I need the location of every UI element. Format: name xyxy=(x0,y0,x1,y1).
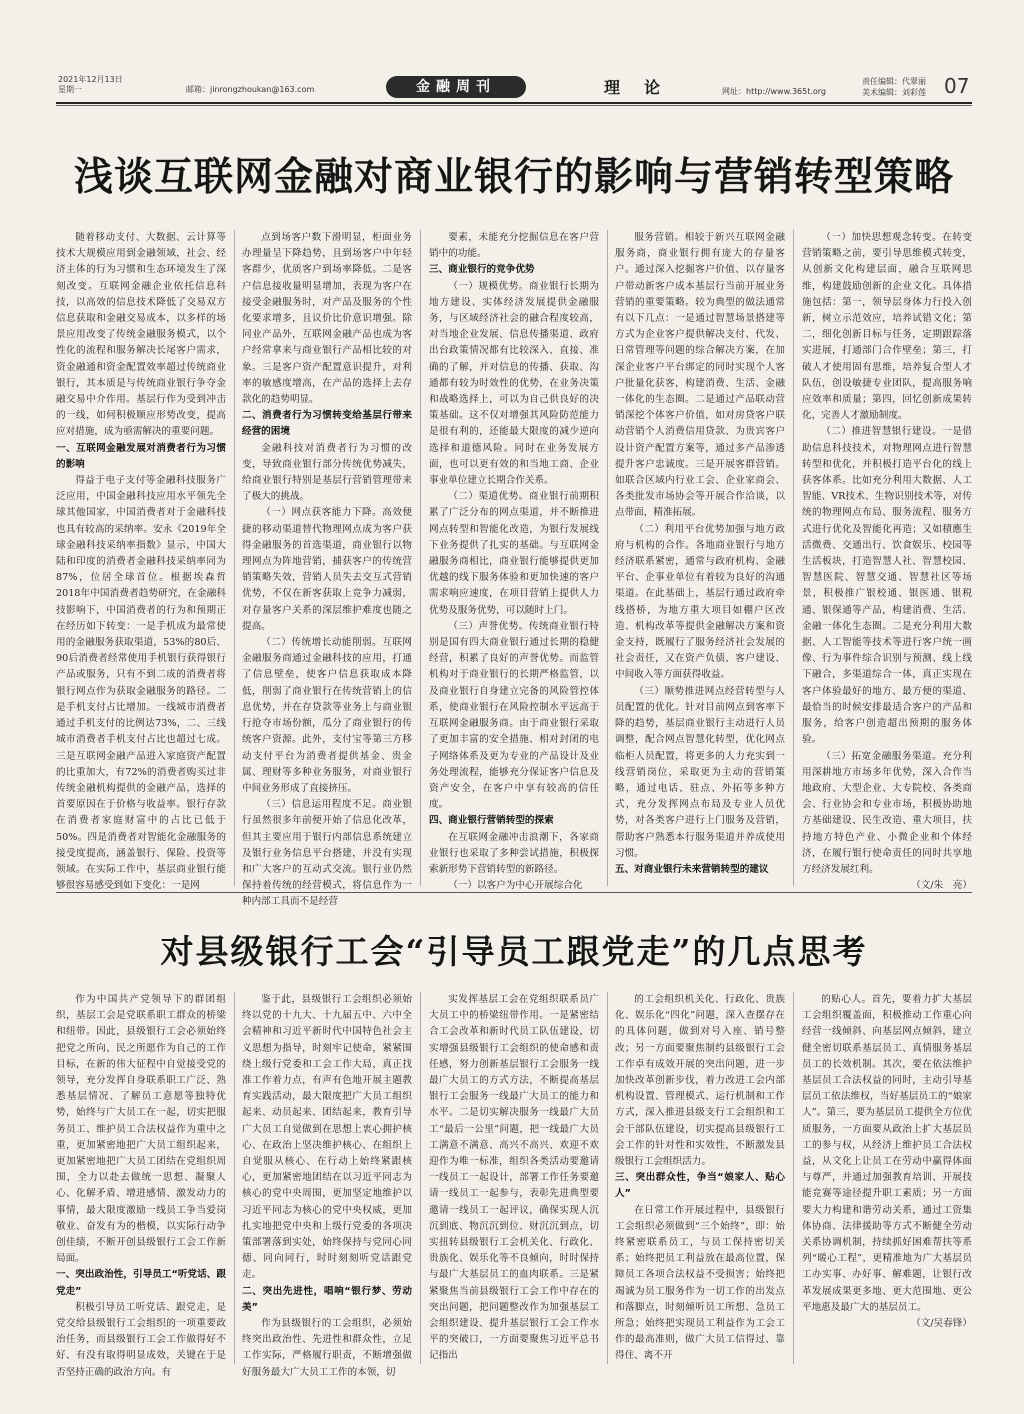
paragraph: （二）渠道优势。商业银行前期积累了广泛分布的网点渠道，并不断推进网点转型和智能化改造，为银行发展线下业务提供了扎实的基础。与互联网金融服务商相比，商业银行能够提供更加优越的线下服务体验和更加快速的客户需求响应速度，在项目营销上提供人力优势及服务优势，可以随时上门。 xyxy=(429,491,599,616)
header-rule xyxy=(56,102,972,104)
masthead-logo: 金融周刊 xyxy=(386,76,526,98)
paragraph: 服务营销。相较于新兴互联网金融服务商，商业银行拥有庞大的存量客户。通过深入挖掘客户价值、以存量客户带动新客户成本基层行当前开展业务营销的重要策略。较为典型的做法通常有以下几点：一是通过智慧场景搭建等方式为企业客户提供解决支付、代发、日常管理等问题的综合解决方案，在加深企业客户平台绑定的同时实现个人客户批量化获客，构建消费、生活、金融一体化的生态圈。二是通过产品联动营销深挖个体客户价值，如对房贷客户联动营销个人消费信用贷款、为贵宾客户设计资产配置方案等，通过多产品渗透提升客户忠诚度。三是开展客群营销。如联合区域内行业工会、企业家商会、各类批发市场协会等开展合作洽谈，以点带面，精准拓展。 xyxy=(615,232,785,519)
text-column xyxy=(802,230,972,892)
header-email: 邮箱：jinrongzhoukan@163.com xyxy=(186,85,315,94)
column-divider xyxy=(793,992,794,1364)
section-heading: 一、互联网金融发展对消费者行为习惯的影响 xyxy=(56,442,226,470)
section-name: 理论 xyxy=(604,78,685,97)
section-heading: 三、突出群众性，争当“娘家人、贴心人” xyxy=(615,1172,785,1200)
paragraph: 要素，未能充分挖掘信息在客户营销中的功能。 xyxy=(429,232,599,260)
column-divider xyxy=(420,992,421,1364)
header-website: 网址：http://www.365t.org xyxy=(722,87,827,96)
paragraph: （二）推进智慧银行建设。一是借助信息科技技术，对物理网点进行智慧转型和优化，并积极打造平台化的线上获客体系。比如充分利用大数据、人工智能、VR技术、生物识别技术等，对传统的物理网点布局、服务流程、服务方式进行优化及智能化再造；又如積應生活微费、交通出行、饮食娱乐、校园等生活板块，打造智慧人社、智慧校园、智慧医院、智慧交通、智慧社区等场景，积极推广银校通、银医通、银税通、银保通等产品，构建消费、生活、金融一体化生态圈。二是充分利用大数据、人工智能等技术等进行客户统一画像、行为事件综合识别与预测、线上线下融合，多渠道综合一体，真正实现在客户体验最好的地方、最方便的渠道、最恰当的时候安排最适合客户的产品和服务，给客户创造超出预期的服务体验。 xyxy=(802,426,972,746)
paragraph: （三）顺势推进网点经营转型与人员配置的优化。针对目前网点到客率下降的趋势，基层商业银行主动进行人员调整，配合网点智慧化转型，优化网点临柜人员配置，将更多的人力充实到一线营销岗位，采取更为主动的营销策略，通过电话、驻点、外拓等多种方式，充分发挥网点布局及专业人员优势，对各类客户进行上门服务及营销，帮助客户熟悉本行服务渠道并养成使用习惯。 xyxy=(615,685,785,859)
page-header xyxy=(56,74,972,102)
paragraph: 得益于电子支付等金融科技服务广泛应用，中国金融科技应用水平领先全球其他国家，中国消费者对于金融科技也具有较高的采纳率。安永《2019年全球金融科技采纳率指数》显示，中国大陆和印度的消费者金融科技采纳率同为87%，位居全球首位。根据埃森哲2018年中国消费者趋势研究，在金融科技影响下，中国消费者的行为和预期正在经历如下转变：一是手机成为最常使用的金融服务获取渠道，53%的80后、90后消费者经常使用手机银行获得银行产品或服务，只有不到二成的消费者将银行网点作为获取金融服务的路径。二是手机支付占比增加。一线城市消费者通过手机支付的比例达73%，二、三线城市消费者手机支付占比也超过七成。三是互联网金融产品进入家庭资产配置的比重加大，有72%的消费者购买过非传统金融机构提供的金融产品，选择的首要原因在于价格与收益率。银行存款在消费者家庭财富中的占比已低于50%。四是消费者对智能化金融服务的接受度提高，涵盖银行、保险、投资等领域。在实际工作中，基层商业银行能够很容易感受到如下变化：一是网 xyxy=(56,475,226,892)
text-column xyxy=(615,230,785,886)
paragraph: 作为县级银行的工会组织，必须始终突出政治性、先进性和群众性，立足工作实际，严格履行职责，不断增强做好服务最大广大员工工作的本领，切 xyxy=(242,1318,412,1378)
header-rule-thin xyxy=(56,105,972,106)
byline: （文/吴春锋） xyxy=(911,1318,972,1330)
paragraph: 鉴于此，县级银行工会组织必须始终以党的十九大、十九届五中、六中全会精神和习近平新时代中国特色社会主义思想为指导，时刻牢记使命，紧紧围绕上级行党委和工会工作大局，真正找准工作着力点，有声有色地开展主题教育实践活动，最大限度把广大员工组织起来、动员起来、团结起来，教育引导广大员工自觉做到在思想上衷心拥护核心、在政治上坚决维护核心、在组织上自觉服从核心、在行动上始终紧跟核心，更加紧密地团结在以习近平同志为核心的党中央周围，更加坚定地维护以习近平同志为核心的党中央权威，更加扎实地把党中央和上级行党委的各项决策部署落到实处，始终保持与党同心同德、同向同行，时时刻刻听党话跟党走。 xyxy=(242,994,412,1281)
text-column xyxy=(242,992,412,1378)
text-column xyxy=(615,992,785,1364)
column-divider xyxy=(420,230,421,886)
paragraph: 随着移动支付、大数据、云计算等技术大规模应用到金融领域，社会、经济主体的行为习惯和生态环境发生了深刻改变。互联网金融企业依托信息科技，以高效的信息技术降低了交易双方信息获取和金融交易成本，以多样的场景应用改变了传统金融服务模式，以个性化的流程和服务解决长尾客户需求，资金融通和资金配置效率超过传统商业银行，其本质是与传统商业银行争夺金融交易中介作用。基层行作为受到冲击的一线，如何积极顺应形势改变，提高应对措施，成为亟需解决的重要问题。 xyxy=(56,232,226,438)
byline: （文/朱 亮） xyxy=(911,880,972,892)
article1-title: 浅谈互联网金融对商业银行的影响与营销转型策略 xyxy=(73,154,954,200)
column-divider xyxy=(234,230,235,886)
issue-date: 2021年12月13日 星期一 xyxy=(58,75,123,94)
text-column xyxy=(242,230,412,908)
paragraph: （三）拓宽金融服务渠道。充分利用深耕地方市场多年优势，深入合作当地政府、大型企业、大专院校、各类商会、行业协会和专业市场，积极协助地方基础建设、民生改造、重大项目，扶持地方特色产业、小微企业和个体经济，在履行银行使命责任的同时共享地方经济发展红利。 xyxy=(802,750,972,875)
section-heading: 四、商业银行营销转型的探索 xyxy=(429,815,554,827)
article2-title: 对县级银行工会“引导员工跟党走”的几点思考 xyxy=(160,932,868,971)
section-heading: 一、突出政治性，引导员工“听党话、跟党走” xyxy=(56,1269,226,1297)
text-column xyxy=(56,992,226,1378)
paragraph: （一）以客户为中心开展综合化 xyxy=(448,880,583,892)
section-heading: 五、对商业银行未来营销转型的建议 xyxy=(615,863,769,875)
paragraph: 的工会组织机关化、行政化、贵族化、娱乐化“四化”问题，深入查摆存在的具体问题，做到对号入座、销号整改；另一方面要聚焦制约县级银行工会工作卓有成效开展的突出问题，进一步加快改革创新步伐，着力改进工会内部机构设置、管理模式、运行机制和工作方式，深入推进县级支行工会组织和工会干部队伍建设，切实提高县级银行工会工作的针对性和实效性，不断激发县级银行工会组织活力。 xyxy=(615,994,785,1168)
page-number: 07 xyxy=(944,74,970,98)
paragraph: 积极引导员工听党话、跟党走，是党交给县级银行工会组织的一项重要政治任务，而县级银行工会工作做得好不好、有没有取得明显成效，关键在于是否坚持正确的政治方向。有 xyxy=(56,1301,226,1378)
paragraph: （一）网点获客能力下降。高效便捷的移动渠道替代物理网点成为客户获得金融服务的首选渠道，商业银行以物理网点为阵地营销，捕获客户的传统营销策略失效，营销人员失去交互式营销优势，不仅在新客获取上竞争力减弱，对存量客户关系的深层维护难度也随之提高。 xyxy=(242,507,412,632)
paragraph: 在日常工作开展过程中，县级银行工会组织必须做到“三个始终”，即：始终紧密联系员工，与员工保持密切关系；始终把员工利益放在最高位置，保障员工各项合法权益不受损害；始终把竭诚为员工服务作为一切工作的出发点和落脚点，时刻倾听员工所想、急员工所急；始终把实现员工利益作为工会工作的最高准则，做广大员工信得过、靠得住、离不开 xyxy=(615,1204,785,1362)
paragraph: （二）利用平台优势加强与地方政府与机构的合作。各地商业银行与地方经济联系紧密，通常与政府机构、金融平台、企事业单位有着较为良好的沟通渠道。在此基础上，基层行通过政府牵线搭桥，为地方重大项目如棚户区改造、机构改革等提供金融解决方案和资金支持，既履行了服务经济社会发展的社会责任，又在资产负债、客户建设、中间收入等方面获得收益。 xyxy=(615,523,785,681)
paragraph: 点到场客户数下滑明显，柜面业务办理量呈下降趋势，且到场客户中年轻客群少，优质客户到场率降低。二是客户信息接收量明显增加，表现为客户在接受金融服务时，对产品及服务的个性化要求增多，且议价比价意识增强。除同业产品外，互联网金融产品也成为客户经常拿来与商业银行产品相比较的对象。三是客户资产配置意识提升，对利率的敏感度增高，在产品的选择上去存款化的趋势明显。 xyxy=(242,232,412,406)
text-column xyxy=(429,230,599,892)
section-heading: 二、消费者行为习惯转变给基层行带来经营的困境 xyxy=(242,410,412,438)
paragraph: （一）加快思想观念转变。在转变营销策略之前，要引导思维模式转变，从创新文化构建层面，融合互联网思维，构建鼓励创新的企业文化。具体措施包括：第一，领导层身体力行投入创新，树立示范效应，培养试错文化；第二，细化创新目标与任务，定期跟踪落实进展，打通部门合作壁垒；第三，打破人才使用固有思维，培养复合型人才队伍，创设敏捷专业团队，提高服务响应效率和质量；第四，回忆创新成果转化，完善人才激励制度。 xyxy=(802,232,972,422)
article-separator xyxy=(56,892,972,893)
paragraph: （三）声誉优势。传统商业银行特别是国有四大商业银行通过长期的稳健经营，积累了良好的声誉优势。而监管机构对于商业银行的长期严格监管，以及商业银行自身建立完备的风险管控体系，使商业银行在风险控制水平远高于互联网金融服务商。由于商业银行采取了更加丰富的安全措施、相对封闭的电子网络体系及更为专业的产品设计及业务处理流程，能够充分保证客户信息及资产安全，在客户中享有较高的信任度。 xyxy=(429,620,599,811)
text-column xyxy=(56,230,226,892)
text-column xyxy=(429,992,599,1364)
paragraph: （三）信息运用程度不足。商业银行虽然很多年前便开始了信息化改革，但其主要应用于银行内部信息系统建立及银行业务信息平台搭建，并没有实现和广大客户的互动式交流。银行业仍然保持着传统的经营模式，将信息作为一种内部工具而不是经营 xyxy=(242,799,412,908)
paragraph: 在互联网金融冲击浪潮下，各家商业银行也采取了多种尝试措施，积极探索新形势下营销转型的新路径。 xyxy=(429,831,599,875)
section-heading: 三、商业银行的竞争优势 xyxy=(429,264,535,276)
column-divider xyxy=(793,230,794,886)
paragraph: 金融科技对消费者行为习惯的改变，导致商业银行部分传统优势减失，给商业银行特别是基层行营销管理带来了极大的挑战。 xyxy=(242,442,412,503)
text-column xyxy=(802,992,972,1364)
column-divider xyxy=(607,230,608,886)
paragraph: 作为中国共产党领导下的群团组织，基层工会是党联系职工群众的桥梁和纽带。因此，县级银行工会必须始终把党之所向、民之所愿作为自己的工作目标，在新的伟大征程中自觉接受党的领导，充分发挥自身联系职工广泛、熟悉基层情况、了解员工意愿等独特优势，始终与广大员工在一起，切实把服务员工、维护员工合法权益作为重中之重，更加紧密地把广大员工组织起来，更加紧密地把广大员工团结在党组织周围，全力以赴去做统一思想、凝聚人心、化解矛盾、增进感情、激发动力的事情，最大限度激励一线员工争当爱岗敬业、奋发有为的楷模，以实际行动争创佳绩，不断开创县级银行工会工作新局面。 xyxy=(56,994,226,1265)
paragraph: （二）传统增长动能削弱。互联网金融服务商通过金融科技的应用，打通了信息壁垒，使客户信息获取成本降低，削弱了商业银行在传统营销上的信息优势，并在存贷款等业务上与商业银行抢夺市场份额，瓜分了商业银行的传统客户资源。此外，支付宝等第三方移动支付平台为消费者提供基金、贵金属、理财等多种业务服务，对商业银行中间业务形成了直接挤压。 xyxy=(242,637,412,794)
section-heading: 二、突出先进性，唱响“银行梦、劳动美” xyxy=(242,1285,412,1313)
column-divider xyxy=(234,992,235,1364)
paragraph: 的贴心人。首先，要着力扩大基层工会组织覆盖面，积极推动工作重心向经营一线倾斜、向基层网点倾斜，建立健全密切联系基层员工、真情服务基层员工的长效机制。其次，要在依法维护基层员工合法权益的同时，主动引导基层员工依法维权，当好基层员工的“娘家人”。第三，要为基层员工提供全方位优质服务，一方面要从政治上扩大基层员工的参与权，从经济上维护员工合法权益，从文化上让员工在劳动中赢得体面与尊严，并通过加强教育培训、开展技能竞赛等途径提升职工素质；另一方面要大力构建和谐劳动关系，通过工资集体协商、法律援助等方式不断健全劳动关系协调机制，持续抓好困难帮扶等系列“暖心工程”，更精准地为广大基层员工办实事、办好事、解难题，让银行改革发展成果更多地、更大范围地、更公平地惠及最广大的基层员工。 xyxy=(802,994,972,1313)
paragraph: 实发挥基层工会在党组织联系员广大员工中的桥梁纽带作用。一是紧密结合工会改革和新时代员工队伍建设，切实增强县级银行工会组织的使命感和责任感，努力创新基层银行工会服务一线最广大员工的方式方法，不断提高基层银行工会服务一线最广大员工的能力和水平。二是切实解决服务一线最广大员工“最后一公里”问题，把一线最广大员工满意不满意、高兴不高兴、欢迎不欢迎作为唯一标准，组织各类活动要邀请一线员工一起设计，部署工作任务要邀请一线员工一起参与，表彰先进典型要邀请一线员工一起评议，确保实现人沉沉到底、物沉沉到位、财沉沉到点，切实扭转县级银行工会机关化、行政化、贵族化、娱乐化等不良倾向，时时保持与最广大基层员工的血肉联系。三是紧紧聚焦当前县级银行工会工作中存在的突出问题，把问题整改作为加强基层工会组织建设、提升基层银行工会工作水平的突破口，一方面要聚焦习近平总书记指出 xyxy=(429,994,599,1362)
editors: 责任编辑：代翠丽 美术编辑：刘彩莲 xyxy=(862,77,926,97)
column-divider xyxy=(607,992,608,1364)
paragraph: （一）规模优势。商业银行长期为地方建设、实体经济发展提供金融服务，与区域经济社会的融合程度较高，对当地企业发展、信息传播渠道、政府出台政策情况都有比较深入、直接、准确的了解，并对信息的传播、获取、沟通都有较为时效性的优势，在业务决策和战略选择上，可以为自己供良好的决策基础。这不仅对增强其风险防范能力是很有利的，还能最大限度的减少逆向选择和道德风险。同时在业务发展方面，也可以更有效的和当地工商、企业事业单位建立长期合作关系。 xyxy=(429,280,599,487)
